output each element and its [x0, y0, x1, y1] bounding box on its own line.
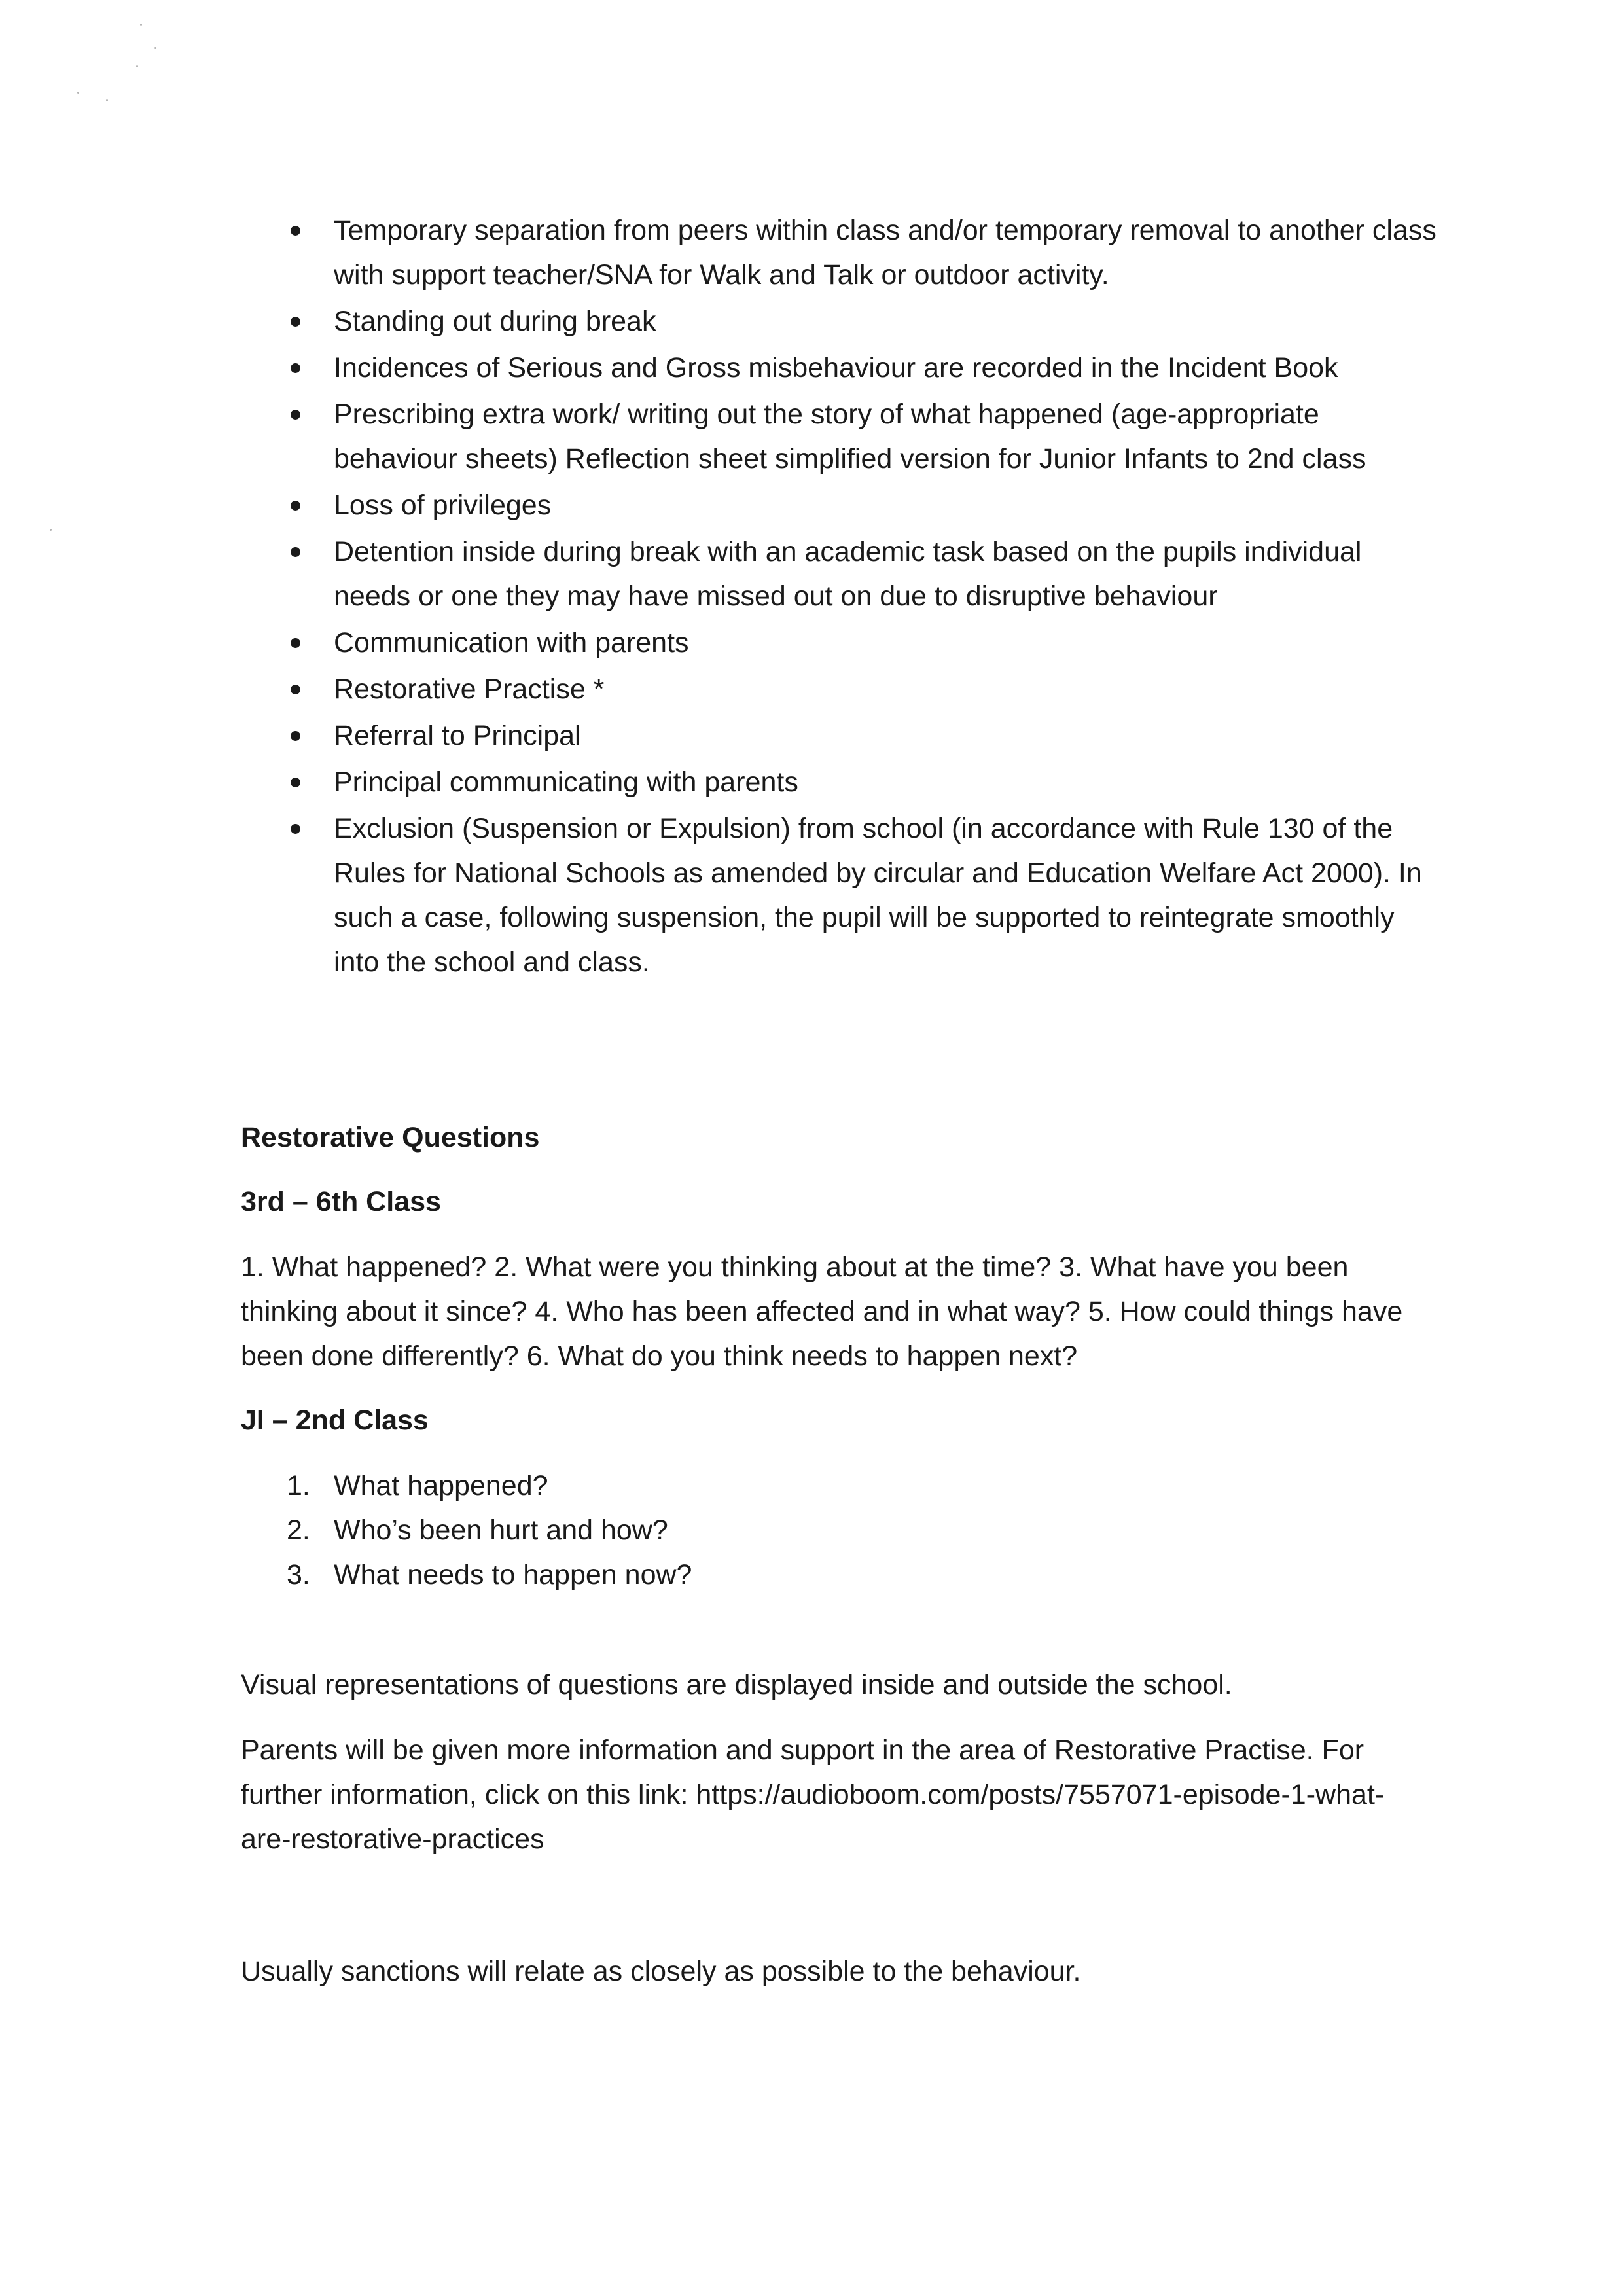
- senior-classes-heading: 3rd – 6th Class: [241, 1186, 441, 1217]
- list-number: 1.: [287, 1470, 310, 1501]
- list-item: [241, 760, 1438, 804]
- list-number: 3.: [287, 1559, 310, 1590]
- scan-speck: [77, 92, 79, 94]
- sanctions-list: [241, 208, 1438, 986]
- bullet-icon: [291, 317, 300, 327]
- bullet-icon: [291, 501, 300, 511]
- list-item: [241, 392, 1438, 481]
- list-item-text: Loss of privileges: [334, 490, 552, 521]
- scan-speck: [154, 47, 156, 49]
- list-item-text: Exclusion (Suspension or Expulsion) from school (in accordance with Rule 130 of the Rules for National Schools as amended by circular and Education Welfare Act 2000). In such a case, following suspension, the pupil will be supported to reintegrate smoothly into the school and class.: [334, 813, 1422, 978]
- list-item: [241, 208, 1438, 297]
- visual-representations-note: Visual representations of questions are displayed inside and outside the school.: [241, 1669, 1232, 1700]
- bullet-icon: [291, 685, 300, 694]
- scan-speck: [140, 24, 142, 26]
- list-item: [241, 1508, 1419, 1552]
- bullet-icon: [291, 226, 300, 236]
- list-item: [241, 529, 1438, 619]
- list-item-text: Principal communicating with parents: [334, 766, 798, 798]
- bullet-icon: [291, 547, 300, 557]
- list-item-text: What needs to happen now?: [334, 1559, 692, 1590]
- bullet-icon: [291, 778, 300, 787]
- scan-speck: [136, 65, 138, 67]
- senior-questions-text: 1. What happened? 2. What were you thinking about at the time? 3. What have you been thinking about it since? 4. Who has been affected and in what way? 5. How could things have been done differently? 6. What do you think needs to happen next?: [241, 1251, 1403, 1372]
- junior-classes-heading: JI – 2nd Class: [241, 1405, 429, 1436]
- bullet-icon: [291, 731, 300, 741]
- list-item: [241, 620, 1438, 665]
- list-item-text: Detention inside during break with an academic task based on the pupils individual needs or one they may have missed out on due to disruptive behaviour: [334, 536, 1362, 612]
- bullet-icon: [291, 363, 300, 373]
- sanctions-closing-note: Usually sanctions will relate as closely as possible to the behaviour.: [241, 1956, 1081, 1987]
- list-item: [241, 806, 1438, 984]
- list-item-text: Restorative Practise *: [334, 673, 605, 705]
- list-number: 2.: [287, 1515, 310, 1546]
- list-item: [241, 667, 1438, 711]
- list-item-text: Temporary separation from peers within class and/or temporary removal to another class with support teacher/SNA for Walk and Talk or outdoor activity.: [334, 215, 1436, 291]
- list-item: [241, 299, 1438, 344]
- list-item-text: Referral to Principal: [334, 720, 581, 751]
- bullet-icon: [291, 638, 300, 648]
- list-item: [241, 483, 1438, 528]
- list-item-text: Communication with parents: [334, 627, 689, 658]
- parents-information-note: Parents will be given more information and support in the area of Restorative Practise. For further information, click on this link: https://audioboom.com/posts/7557071-episode-1-what-are-restorative-practices: [241, 1734, 1385, 1855]
- scan-speck: [106, 99, 108, 101]
- list-item: [241, 713, 1438, 758]
- scan-speck: [50, 529, 52, 531]
- junior-questions-list: [241, 1463, 1419, 1597]
- list-item: [241, 1463, 1419, 1508]
- list-item-text: Who’s been hurt and how?: [334, 1515, 668, 1546]
- list-item: [241, 346, 1438, 390]
- bullet-icon: [291, 824, 300, 834]
- list-item-text: Incidences of Serious and Gross misbehaviour are recorded in the Incident Book: [334, 352, 1338, 384]
- bullet-icon: [291, 410, 300, 420]
- list-item-text: What happened?: [334, 1470, 548, 1501]
- list-item-text: Prescribing extra work/ writing out the story of what happened (age-appropriate behaviour sheets) Reflection sheet simplified version for Junior Infants to 2nd class: [334, 399, 1366, 475]
- list-item: [241, 1552, 1419, 1597]
- restorative-questions-heading: Restorative Questions: [241, 1122, 540, 1153]
- list-item-text: Standing out during break: [334, 306, 656, 337]
